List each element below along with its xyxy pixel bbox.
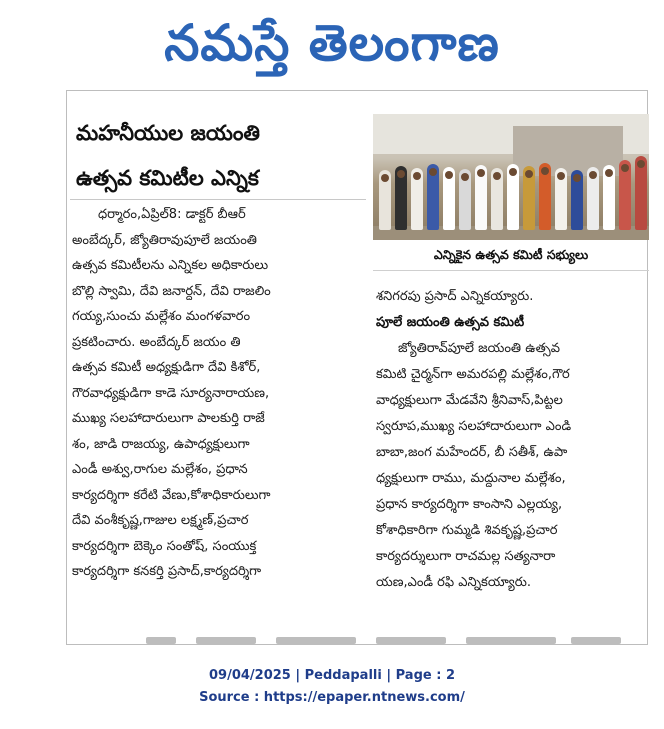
cropped-text-fragment <box>376 637 446 644</box>
photo-head <box>509 168 517 176</box>
text-line: వాధ్యక్షులుగా మేడవేని శ్రీనివాస్,పిట్టల <box>376 393 563 408</box>
text-line: ధ్యక్షులుగా రాము, మద్దునాల మల్లేశం, <box>376 471 566 486</box>
text-line: ప్రకటించారు. అంబేద్కర్ జయం తి <box>72 334 241 350</box>
text-line: కోశాధికారిగా గుమ్మడి శివకృష్ణ,ప్రచార <box>376 523 558 538</box>
text-line: బాబా,జంగ మహేందర్, బీ సతీశ్, ఉపా <box>376 445 568 460</box>
cropped-next-article-strip <box>66 628 648 645</box>
text-line: ఉత్సవ కమిటీ అధ్యక్షుడిగా దేవి కిశోర్, <box>72 360 261 375</box>
text-line: కార్యదర్శులుగా రాచమల్ల సత్యనారా <box>376 549 556 564</box>
headline-line-1: మహనీయుల జయంతి <box>76 121 260 145</box>
photo-head <box>397 170 405 178</box>
text-line: కార్యదర్శిగా కరేటి వేణు,కోశాధికారులుగా <box>72 487 271 503</box>
cropped-text-fragment <box>276 637 356 644</box>
text-line: ధర్మారం,ఏప్రిల్8: డాక్టర్ బీఆర్ <box>98 207 246 222</box>
text-line: ఉత్సవ కమిటీలను ఎన్నికల అధికారులు <box>72 258 269 273</box>
photo-head <box>605 169 613 177</box>
photo-head <box>557 172 565 180</box>
text-line: ముఖ్య సలహాదారులుగా పాలకుర్తి రాజే <box>72 411 265 426</box>
text-line: జ్యోతిరావ్‌పూలే జయంతి ఉత్సవ <box>398 341 560 356</box>
text-line: కార్యదర్శిగా కనకర్తి ప్రసాద్,కార్యదర్శిగా <box>72 564 262 579</box>
photo-caption: ఎన్నికైన ఉత్సవ కమిటీ సభ్యులు <box>433 247 589 262</box>
text-line: కమిటి చైర్మన్‌గా అమరపల్లి మల్లేశం,గౌర <box>376 367 570 382</box>
left-column-text <box>72 202 364 585</box>
photo-head <box>429 168 437 176</box>
newspaper-masthead: నమస్తే తెలంగాణ <box>164 14 500 72</box>
headline-divider <box>70 199 366 200</box>
text-line: కార్యదర్శిగా బెక్కెం సంతోష్, సంయుక్త <box>72 538 257 554</box>
cropped-text-fragment <box>466 637 556 644</box>
cropped-text-fragment <box>196 637 256 644</box>
text-line: అంబేద్కర్, జ్యోతిరావుపూలే జయంతి <box>72 232 257 248</box>
photo-head <box>381 174 389 182</box>
cropped-text-fragment <box>146 637 176 644</box>
headline-line-2: ఉత్సవ కమిటీల ఎన్నిక <box>76 166 259 190</box>
photo-head <box>589 171 597 179</box>
photo-head <box>493 172 501 180</box>
text-line: శం, జాడి రాజయ్య, ఉపాధ్యక్షులుగా <box>72 436 250 452</box>
caption-divider <box>373 270 649 271</box>
committee-group-photo <box>373 114 649 240</box>
text-line: బొల్లి స్వామి, దేవి జనార్దన్, దేవి రాజలిం <box>72 283 271 299</box>
footer-date-edition: 09/04/2025 | Peddapalli | Page : 2 <box>208 668 455 683</box>
photo-head <box>461 173 469 181</box>
section-subheading: పూలే జయంతి ఉత్సవ కమిటీ <box>376 315 525 330</box>
right-continuation-line <box>376 284 646 309</box>
text-line: స్వరూప,ముఖ్య సలహాదారులుగా ఎండి <box>376 419 572 434</box>
photo-head <box>477 169 485 177</box>
text-line: గయ్య,సుంచు మల్లేశం మంగళవారం <box>72 309 251 324</box>
photo-head <box>621 164 629 172</box>
text-line: ఎండీ అశ్వు,రాగుల మల్లేశం, ప్రధాన <box>72 462 248 477</box>
cropped-text-fragment <box>571 637 621 644</box>
photo-head <box>525 170 533 178</box>
photo-head <box>413 172 421 180</box>
text-line: ప్రధాన కార్యదర్శిగా కాంసాని ఎల్లయ్య, <box>376 497 563 512</box>
text-line: శనిగరపు ప్రసాద్ ఎన్నికయ్యారు. <box>376 289 534 304</box>
text-line: యణ,ఎండీ రఫి ఎన్నికయ్యారు. <box>376 575 532 590</box>
photo-head <box>637 160 645 168</box>
text-line: దేవి వంశీకృష్ణ,గాజుల లక్ష్మణ్,ప్రచార <box>72 513 249 528</box>
photo-head <box>573 174 581 182</box>
text-line: గౌరవాధ్యక్షుడిగా కాడె సూర్యనారాయణ, <box>72 385 270 401</box>
photo-head <box>445 171 453 179</box>
photo-head <box>541 167 549 175</box>
right-column-text <box>376 336 646 596</box>
footer-source-link[interactable]: Source : https://epaper.ntnews.com/ <box>199 690 465 705</box>
